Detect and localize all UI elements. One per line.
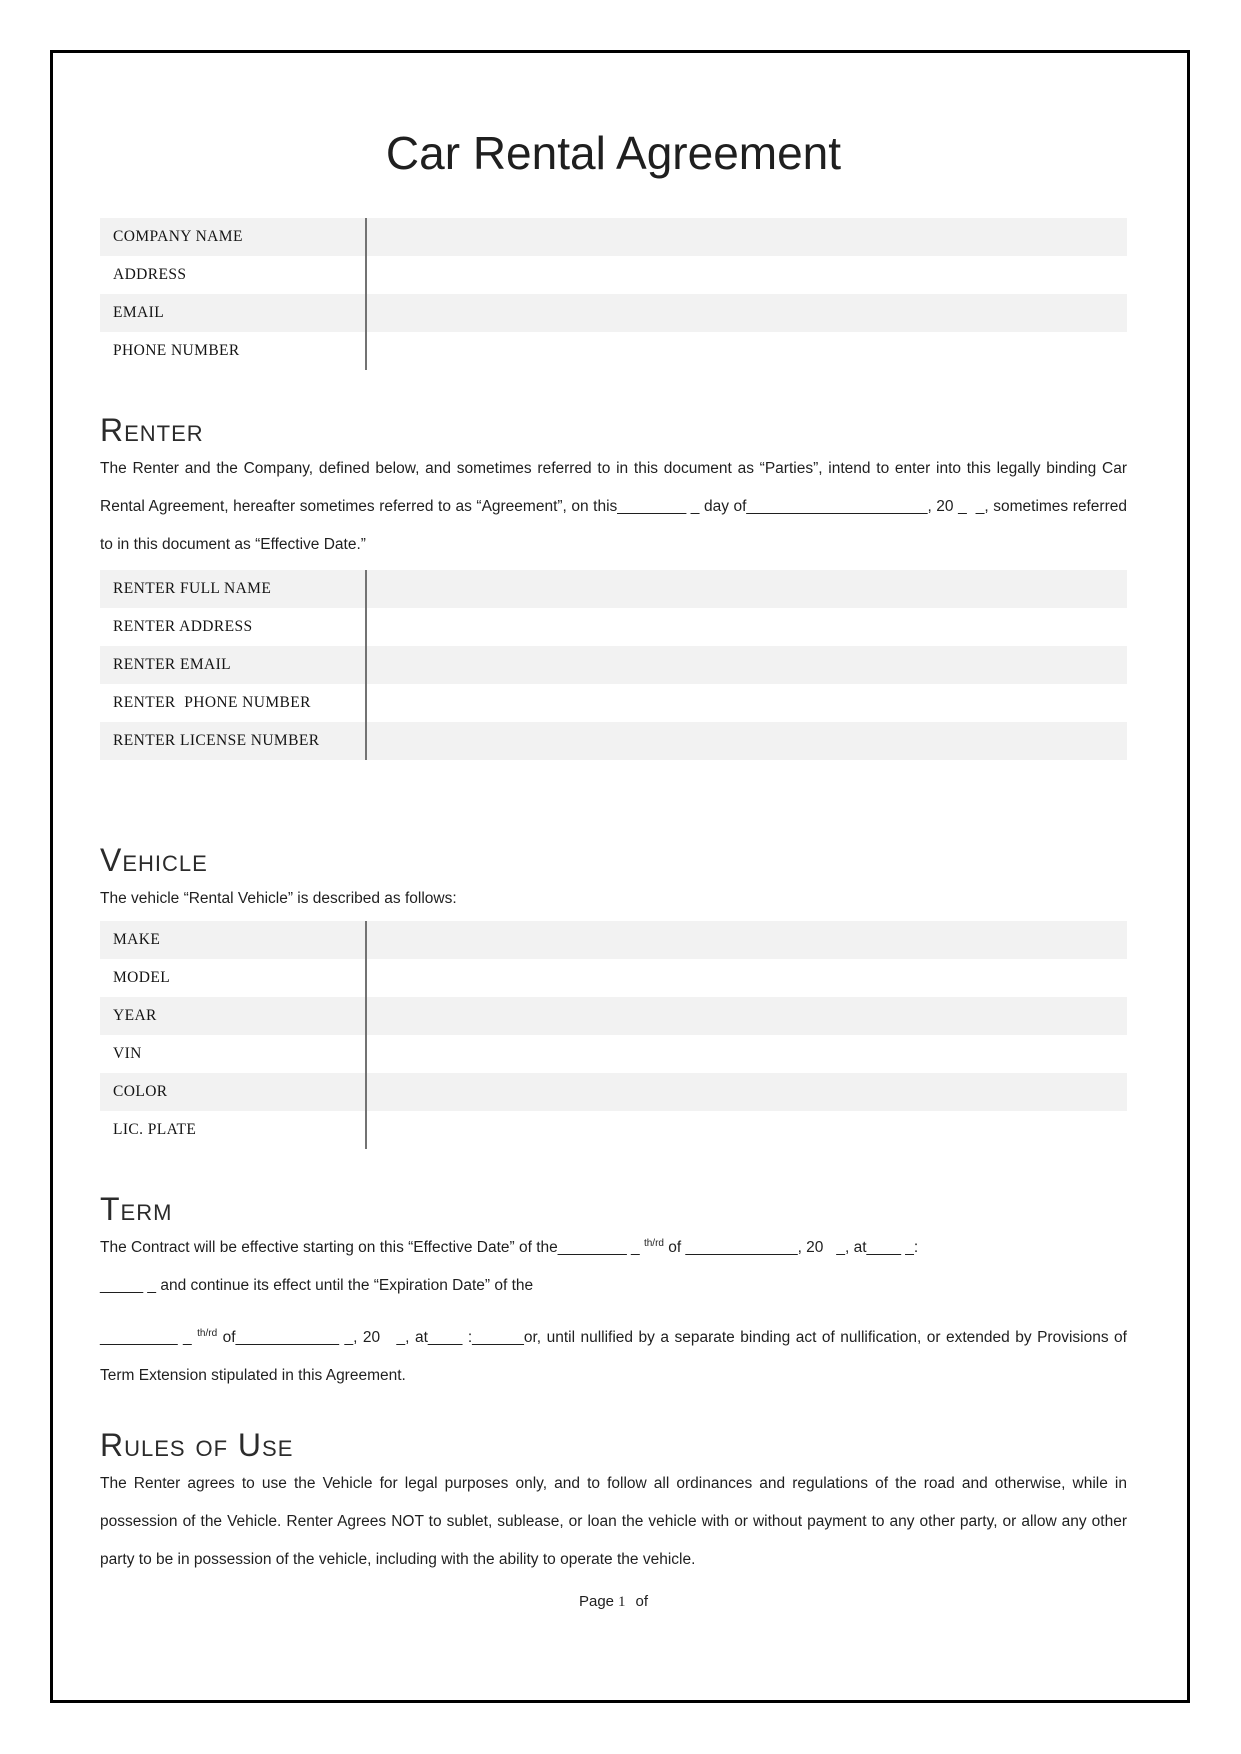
- rules-of-use-paragraph: The Renter agrees to use the Vehicle for legal purposes only, and to follow all ordinances and regulations of the road and otherwise, while in possession of the Vehicle. Renter Agrees NOT to sublet, sublease, or loan the vehicle with or without payment to any other party, or allow any other party to be in possession of the vehicle, including with the ability to operate the vehicle.: [100, 1475, 1127, 1568]
- table-row: [100, 1035, 1127, 1073]
- company-name-value-field[interactable]: [365, 218, 1127, 256]
- vehicle-make-value-field[interactable]: [365, 921, 1127, 959]
- table-row: [100, 921, 1127, 959]
- vehicle-color-label: COLOR: [113, 1083, 168, 1100]
- renter-phone-value-field[interactable]: [365, 684, 1127, 722]
- vehicle-year-label: YEAR: [113, 1007, 157, 1024]
- vehicle-plate-value-field[interactable]: [365, 1111, 1127, 1149]
- table-row: [100, 256, 1127, 294]
- term-paragraph-2: _____ _ and continue its effect until the “Expiration Date” of the: [100, 1277, 534, 1294]
- footer-of-label: of: [635, 1593, 649, 1610]
- renter-info-table: [100, 570, 1127, 760]
- vehicle-model-value-field[interactable]: [365, 959, 1127, 997]
- term-p3-text: of____________ _, 20 _, at____ :______or, until nullified by a separate binding act of nullification, or extended by Provisions of Term Extension stipulated in this Agreement.: [100, 1329, 1127, 1384]
- column-divider-line: [365, 218, 367, 370]
- vehicle-plate-label: LIC. PLATE: [113, 1121, 197, 1138]
- vehicle-vin-value-field[interactable]: [365, 1035, 1127, 1073]
- term-p3-text: _________ _: [100, 1329, 198, 1346]
- table-row: [100, 332, 1127, 370]
- company-address-label: ADDRESS: [113, 266, 187, 283]
- table-row: [100, 570, 1127, 608]
- vehicle-vin-label: VIN: [113, 1045, 142, 1062]
- renter-license-label: RENTER LICENSE NUMBER: [113, 732, 320, 749]
- renter-email-value-field[interactable]: [365, 646, 1127, 684]
- table-row: [100, 959, 1127, 997]
- company-phone-value-field[interactable]: [365, 332, 1127, 370]
- company-email-label: EMAIL: [113, 304, 165, 321]
- vehicle-make-label: MAKE: [113, 931, 161, 948]
- table-row: [100, 722, 1127, 760]
- term-paragraph-1: [100, 1229, 1127, 1267]
- vehicle-color-value-field[interactable]: [365, 1073, 1127, 1111]
- vehicle-model-label: MODEL: [113, 969, 171, 986]
- vehicle-info-table: [100, 921, 1127, 1149]
- term-p1-text: of _____________, 20 _, at____ _:: [663, 1239, 919, 1256]
- table-row: [100, 1073, 1127, 1111]
- section-heading-vehicle: Vehicle: [100, 842, 208, 878]
- table-row: [100, 1111, 1127, 1149]
- section-heading-term: Term: [100, 1191, 173, 1227]
- table-row: [100, 997, 1127, 1035]
- renter-address-label: RENTER ADDRESS: [113, 618, 253, 635]
- vehicle-intro-paragraph: The vehicle “Rental Vehicle” is described as follows:: [100, 890, 457, 907]
- term-p3-superscript: th/rd: [197, 1328, 218, 1339]
- column-divider-line: [365, 921, 367, 1149]
- renter-full-name-label: RENTER FULL NAME: [113, 580, 272, 597]
- section-heading-rules-of-use: Rules of Use: [100, 1427, 294, 1463]
- company-info-table: [100, 218, 1127, 370]
- company-email-value-field[interactable]: [365, 294, 1127, 332]
- renter-address-value-field[interactable]: [365, 608, 1127, 646]
- table-row: [100, 646, 1127, 684]
- renter-email-label: RENTER EMAIL: [113, 656, 232, 673]
- renter-license-value-field[interactable]: [365, 722, 1127, 760]
- renter-phone-label: RENTER PHONE NUMBER: [113, 694, 311, 711]
- vehicle-year-value-field[interactable]: [365, 997, 1127, 1035]
- term-paragraph-3: [100, 1319, 1127, 1395]
- company-phone-label: PHONE NUMBER: [113, 342, 240, 359]
- footer-page-label: Page: [578, 1593, 615, 1610]
- renter-full-name-value-field[interactable]: [365, 570, 1127, 608]
- table-row: [100, 294, 1127, 332]
- table-row: [100, 684, 1127, 722]
- page-number: 1: [618, 1594, 626, 1610]
- term-p1-superscript: th/rd: [643, 1238, 664, 1249]
- table-row: [100, 608, 1127, 646]
- term-p1-text: The Contract will be effective starting on this “Effective Date” of the________ _: [100, 1239, 644, 1256]
- document-title: Car Rental Agreement: [385, 127, 842, 179]
- renter-intro-paragraph: The Renter and the Company, defined below, and sometimes referred to in this document as “Parties”, intend to enter into this legally binding Car Rental Agreement, hereafter sometimes referred to as “Agreement”, on this________ _ day of_____________________, 20 _ _, sometimes referred to in this document as “Effective Date.”: [100, 460, 1127, 553]
- table-row: [100, 218, 1127, 256]
- section-heading-renter: Renter: [100, 412, 204, 448]
- page-content: [100, 0, 1127, 1611]
- company-address-value-field[interactable]: [365, 256, 1127, 294]
- company-name-label: COMPANY NAME: [113, 228, 243, 245]
- page-footer: [100, 1593, 1127, 1611]
- column-divider-line: [365, 570, 367, 760]
